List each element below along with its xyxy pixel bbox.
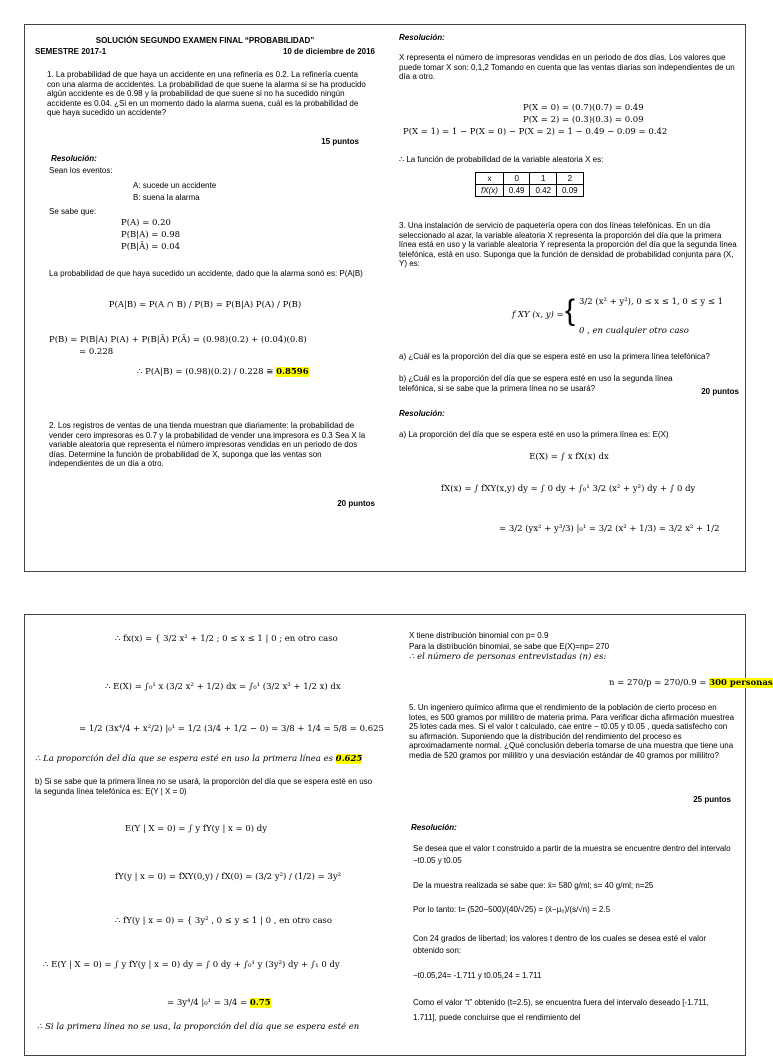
q3-density-lhs: f XY (x, y) = bbox=[512, 310, 564, 320]
q1-result-prefix: ∴ P(A|B) = (0.98)(0.2) / 0.228 ≅ bbox=[137, 367, 274, 377]
q3-density-brace: { bbox=[565, 294, 576, 327]
conditional-density-def: ∴ fY(y | x = 0) = { 3y² , 0 ≤ y ≤ 1 | 0 , en otro caso bbox=[115, 916, 333, 926]
q3-marginal-line2: = 3/2 (yx² + y³/3) |₀¹ = 3/2 (x² + 1/3) = 3/2 x² + 1/2 bbox=[499, 524, 720, 534]
part-a-result-highlight: 0.625 bbox=[335, 754, 363, 764]
q1-pba: P(B|A) = 0.98 bbox=[121, 230, 181, 240]
table-cell: x bbox=[476, 173, 504, 185]
part-b-conclusion: ∴ Si la primera línea no se usa, la proporción del día que se espera esté en bbox=[37, 1022, 360, 1032]
exam-page-2 bbox=[24, 614, 773, 1056]
table-cell: 0.49 bbox=[503, 185, 530, 197]
part-b-result-highlight: 0.75 bbox=[249, 998, 271, 1008]
conditional-density-calc: fY(y | x = 0) = fXY(0,y) / fX(0) = (3/2 y²) / (1/2) = 3y² bbox=[115, 872, 342, 882]
page1-right-column bbox=[399, 25, 739, 571]
q5-statement: 5. Un ingeniero químico afirma que el rendimiento de la población de cierto proceso en lotes, es 500 gramos por mililitro de materia prima. Para verificar dicha afirmación muestrea 25 lotes cada mes. Si el valor t calculado, cae entre − t0.05 y t0.05 , queda satisfecho con su afirmación. Suponiendo que la distribución del rendimiento del proceso es aproximadamente normal. ¿Qué conclusión debería tomarse de una muestra que tiene una media de 520 gramos por mililitro y una desviación estándar de 40 gramos por mililitro? bbox=[409, 703, 735, 760]
q1-total-prob-line2: = 0.228 bbox=[79, 347, 114, 357]
part-a-conclusion bbox=[35, 755, 362, 765]
q1-result-highlight: 0.8596 bbox=[276, 367, 309, 377]
q2-resolution-text: X representa el número de impresoras vendidas en un periodo de dos días. Los valores que puede tomar X son: 0,1,2 Tomando en cuenta que las ventas diarias son independientes de un día a otro. bbox=[399, 53, 735, 81]
table-cell: 0.09 bbox=[557, 185, 584, 197]
q3-marginal-line1: fX(x) = ∫ fXY(x,y) dy = ∫ 0 dy + ∫₀¹ 3/2 (x² + y²) dy + ∫ 0 dy bbox=[441, 484, 696, 494]
table-cell: fX(x) bbox=[476, 185, 504, 197]
q2-eq-x2: P(X = 2) = (0.3)(0.3) = 0.09 bbox=[523, 115, 644, 125]
q1-pbna: P(B|Ā) = 0.04 bbox=[121, 242, 181, 252]
q1-resolution-heading: Resolución: bbox=[51, 154, 97, 163]
q5-line3: Por lo tanto: t= (520−500)/(40/√25) = (x̄−μ₀)/(s/√n) = 2.5 bbox=[413, 905, 611, 914]
q1-result-line bbox=[137, 368, 309, 378]
q3-statement: 3. Una instalación de servicio de paquetería opera con dos líneas telefónicas. En un día seleccionado al azar, la variable aleatoria X representa la proporción del día que la primera línea está en uso y la variable aleatoria Y representa la proporción del día que la segunda línea telefónica, está en uso. Suponga que la función de densidad de probabilidad conjunta para (X, Y) es: bbox=[399, 221, 737, 268]
page2-right-column bbox=[399, 615, 773, 1055]
n-result-highlight: 300 personas bbox=[709, 678, 773, 688]
q3-question-a: a) ¿Cuál es la proporción del día que se espera esté en uso la primera línea telefónica? bbox=[399, 352, 710, 361]
q5-line1: Se desea que el valor t construido a partir de la muestra se encuentre dentro del intervalo −t0.05 y t0.05 bbox=[413, 844, 731, 865]
semester-label: SEMESTRE 2017-1 bbox=[35, 47, 107, 56]
q1-bayes-formula: P(A|B) = P(A ∩ B) / P(B) = P(B|A) P(A) / P(B) bbox=[108, 300, 302, 310]
conditional-expectation-def: E(Y | X = 0) = ∫ y fY(y | x = 0) dy bbox=[125, 824, 267, 834]
q3-question-b: b) ¿Cuál es la proporción del día que se espera esté en uso la segunda línea telefónica, si se sabe que la primera línea no se usará? bbox=[399, 374, 673, 393]
q2-resolution-heading: Resolución: bbox=[399, 33, 445, 42]
q1-event-a: A: sucede un accidente bbox=[133, 181, 217, 190]
expectation-x-line1: ∴ E(X) = ∫₀¹ x (3/2 x² + 1/2) dx = ∫₀¹ (3/2 x³ + 1/2 x) dx bbox=[105, 682, 341, 692]
q1-statement: 1. La probabilidad de que haya un accidente en una refinería es 0.2. La refinería cuenta con una alarma de accidentes. La probabilidad de que suene la alarma si se ha producido algún accidente es de 0.98 y la probabilidad de que suene si no ha sucedido ningún accidente es 0.04. ¿Si en un momento dado la alarma suena, cuál es la probabilidad de que haya sucedido un accidente? bbox=[47, 70, 366, 117]
q5-line4: Con 24 grados de libertad; los valores t dentro de los cuales se desea esté el valor obtenido son: bbox=[413, 934, 707, 955]
expectation-x-line2: = 1/2 (3x⁴/4 + x²/2) |₀¹ = 1/2 (3/4 + 1/2 − 0) = 3/8 + 1/4 = 5/8 = 0.625 bbox=[79, 724, 384, 734]
page2-left-column bbox=[35, 615, 384, 1055]
q5-line2: De la muestra realizada se sabe que: x̄= 580 g/ml; s= 40 g/ml; n=25 bbox=[413, 881, 654, 890]
table-cell: 0 bbox=[503, 173, 530, 185]
q1-known-intro: Se sabe que: bbox=[49, 207, 97, 216]
q1-total-prob-line1: P(B) = P(B|A) P(A) + P(B|Ā) P(Ā) = (0.98)(0.2) + (0.04)(0.8) bbox=[49, 335, 307, 345]
table-cell: 0.42 bbox=[530, 185, 557, 197]
binomial-line2: Para la distribución binomial, se sabe que E(X)=np= 270 bbox=[409, 642, 610, 651]
q2-eq-x1: P(X = 1) = 1 − P(X = 0) − P(X = 2) = 1 − 0.49 − 0.09 = 0.42 bbox=[403, 127, 668, 137]
q1-question-restated: La probabilidad de que haya sucedido un accidente, dado que la alarma sonó es: P(A|B) bbox=[49, 269, 363, 278]
q5-line6: Como el valor “t” obtenido (t=2.5), se encuentra fuera del intervalo deseado [-1.711, 1.711], puede concluirse que el rendimiento del bbox=[413, 998, 709, 1022]
table-cell: 2 bbox=[557, 173, 584, 185]
conditional-expectation-line: ∴ E(Y | X = 0) = ∫ y fY(y | x = 0) dy = ∫ 0 dy + ∫₀¹ y (3y²) dy + ∫₁ 0 dy bbox=[43, 960, 340, 970]
binomial-line3: ∴ el número de personas entrevistadas (n) es: bbox=[409, 652, 607, 662]
part-b-text: b) Si se sabe que la primera línea no se usará, la proporción del día que se espera esté en uso la segunda línea telefónica es: E(Y | X = 0) bbox=[35, 777, 373, 796]
q1-event-b: B: suena la alarma bbox=[133, 193, 200, 202]
q1-events-intro: Sean los eventos: bbox=[49, 166, 113, 175]
n-calculation bbox=[609, 679, 773, 689]
conditional-expectation-result-prefix: = 3y⁴/4 |₀¹ = 3/4 = bbox=[167, 998, 248, 1008]
exam-title: SOLUCIÓN SEGUNDO EXAMEN FINAL “PROBABILIDAD” bbox=[95, 36, 315, 45]
q5-line5: −t0.05,24= -1.711 y t0.05,24 = 1.711 bbox=[413, 971, 542, 980]
exam-date: 10 de diciembre de 2016 bbox=[282, 47, 375, 56]
q3-density-case1: 3/2 (x² + y²), 0 ≤ x ≤ 1, 0 ≤ y ≤ 1 bbox=[579, 297, 724, 307]
q2-table-intro: ∴ La función de probabilidad de la variable aleatoria X es: bbox=[399, 155, 604, 164]
table-header-row bbox=[476, 173, 584, 185]
marginal-fx-definition: ∴ fx(x) = { 3/2 x² + 1/2 ; 0 ≤ x ≤ 1 | 0 ; en otro caso bbox=[115, 634, 338, 644]
q3-part-a-text: a) La proporción del día que se espera esté en uso la primera línea es: E(X) bbox=[399, 430, 669, 439]
part-a-conclusion-text: ∴ La proporción del día que se espera esté en uso la primera línea es bbox=[35, 754, 333, 764]
q2-points: 20 puntos bbox=[337, 499, 375, 508]
conditional-expectation-result-line bbox=[167, 999, 271, 1009]
table-row bbox=[476, 185, 584, 197]
q5-resolution-heading: Resolución: bbox=[411, 823, 457, 832]
q3-resolution-heading: Resolución: bbox=[399, 409, 445, 418]
binomial-line1: X tiene distribución binomial con p= 0.9 bbox=[409, 631, 549, 640]
q3-expectation-def: E(X) = ∫ x fX(x) dx bbox=[529, 452, 609, 462]
q1-pa: P(A) = 0.20 bbox=[121, 218, 171, 228]
q2-statement: 2. Los registros de ventas de una tienda muestran que diariamente: la probabilidad de vender cero impresoras es 0.7 y la probabilidad de vender una impresora es 0.3 Sea X la variable aleatoria que representa el número impresoras vendidas en un periodo de dos días. Determine la función de probabilidad de X, suponga que las ventas son independientes de un día a otro. bbox=[49, 421, 366, 468]
table-cell: 1 bbox=[530, 173, 557, 185]
q5-points: 25 puntos bbox=[693, 795, 731, 804]
page1-left-column bbox=[35, 25, 375, 571]
q1-points: 15 puntos bbox=[321, 137, 359, 146]
probability-table bbox=[475, 172, 584, 197]
n-equation: n = 270/p = 270/0.9 = bbox=[609, 678, 707, 688]
q3-points: 20 puntos bbox=[701, 387, 739, 396]
q2-eq-x0: P(X = 0) = (0.7)(0.7) = 0.49 bbox=[523, 103, 644, 113]
exam-page-1 bbox=[24, 24, 746, 572]
q3-density-case2: 0 , en cualquier otro caso bbox=[579, 326, 689, 336]
